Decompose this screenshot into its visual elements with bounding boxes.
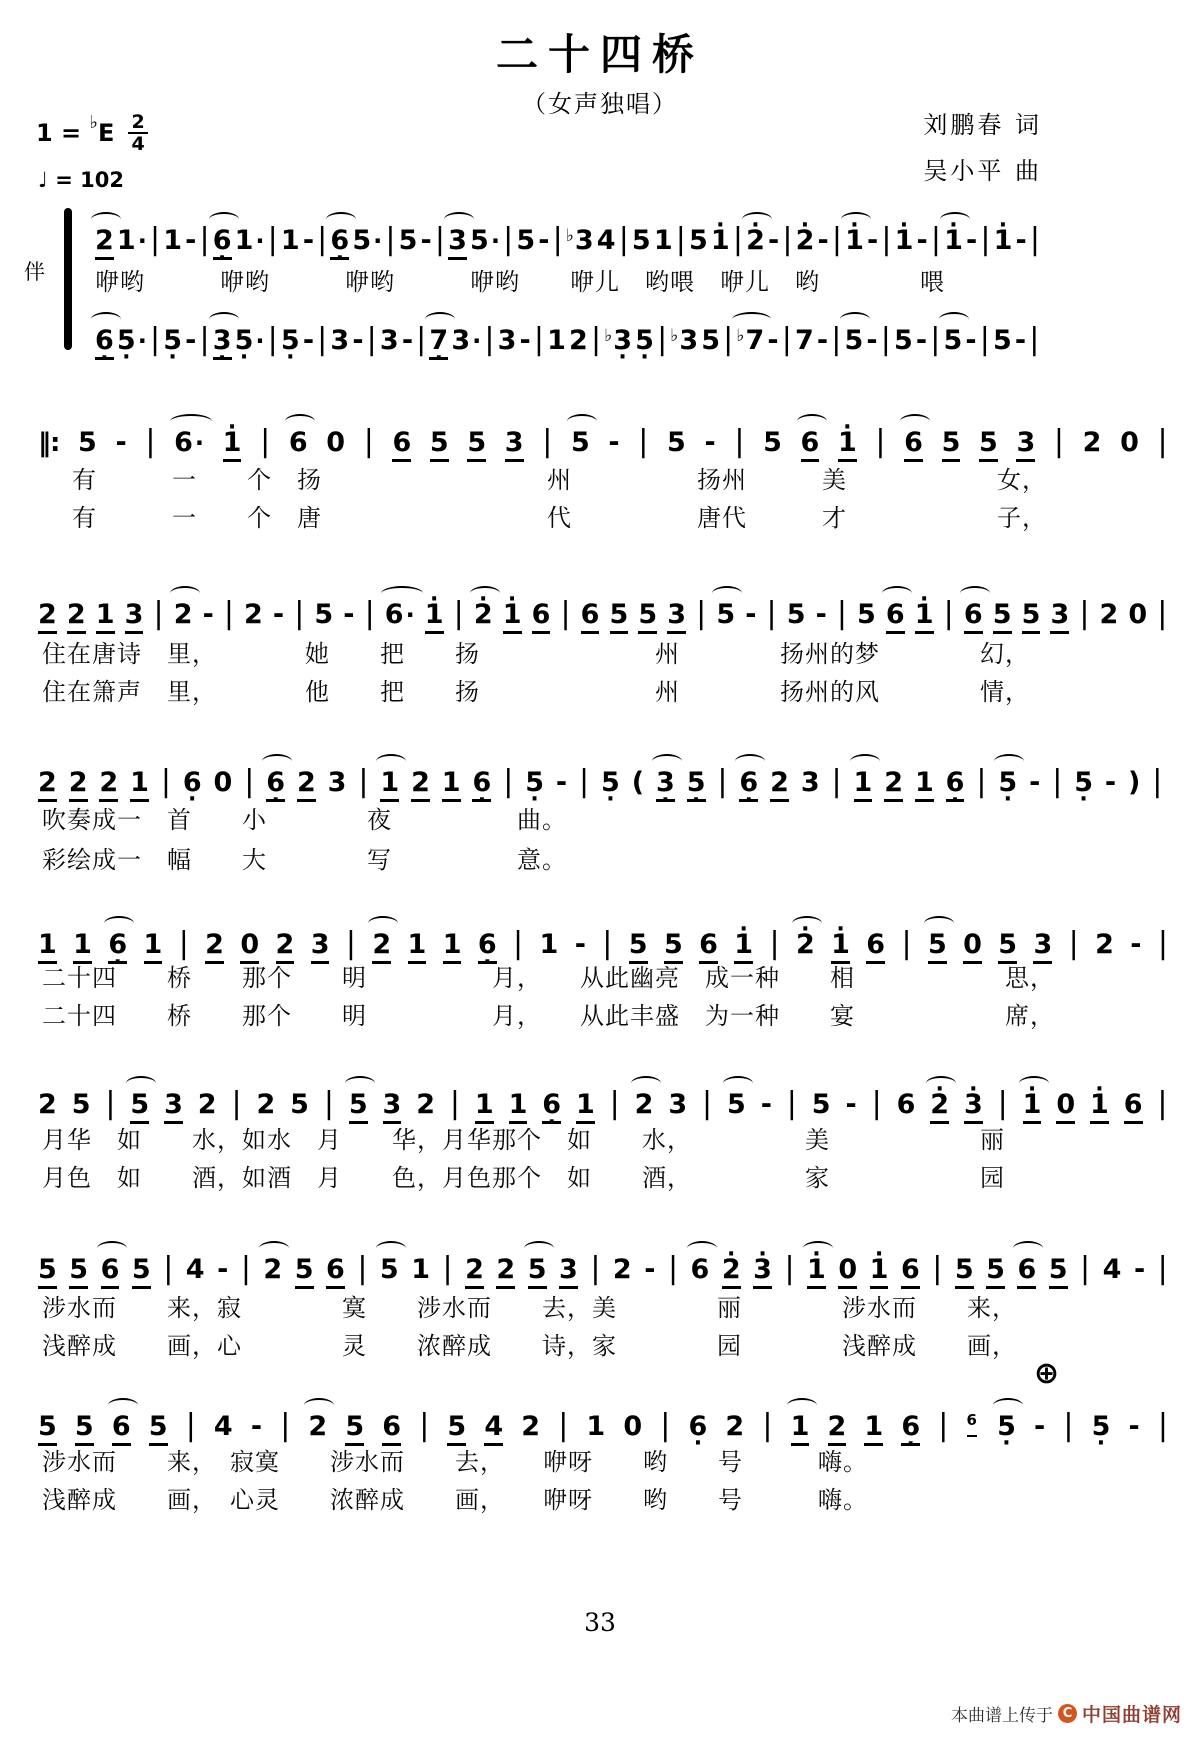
system5-notes: 1 1 6 · 1 | 2 0 2 3 | 2 1 1 6 · | 1 - | 5 5 6 · 1 | · 2 · 1 6 | 5 0 5 3 | 2 - | <box>38 910 1168 972</box>
system6-notes: 2 5 | 5 3 2 | 2 5 | 5 3 2 | 1 1 6 · 1 | 2 3 | 5 - | 5 - | 6 · 2 · 3 | · 1 0 · 1 6 | <box>38 1070 1168 1132</box>
system1-lower-notes: 6 · 5 ·· | 5 · - | 3 · 5 ·· | 5 · - | 3 - | 3 - | 7 · 3· | 3 - | 1 2 | ♭3 · 5 · | ♭3 5 | ♭7 - | 7 - | 5 - | 5 - | 5 - | 5 - | <box>95 306 1040 368</box>
system7-notes: 5 5 6 5 | 4 - | 2 5 6 | 5 1 | 2 2 5 3 | 2 - | 6 · 2 · 3 | · 1 0 · 1 6 | 5 5 6 5 | 4 - | <box>38 1235 1168 1297</box>
system2-lyric-verse2: 有 一 个 唐 代 唐代 才 子， <box>72 504 1047 532</box>
system5-lyric-verse1: 二十四 桥 那个 明 月， 从此幽亮 成一种 相 思， <box>42 964 1055 992</box>
system-brace <box>64 208 72 350</box>
system5-lyric-verse2: 二十四 桥 那个 明 月， 从此丰盛 为一种 宴 席， <box>42 1002 1055 1030</box>
system4-lyric-verse2: 彩绘成一 幅 大 写 意。 <box>42 846 567 874</box>
page-number: 33 <box>584 1608 616 1637</box>
system6-lyric-verse2: 月色 如 酒，如酒 月 色，月色那个 如 酒， 家 园 <box>42 1164 1005 1192</box>
credits <box>923 102 1042 194</box>
system3-lyric-verse2: 住在箫声 里， 他 把 扬 州 扬州的风 情， <box>42 678 1030 706</box>
system2-notes: ‖: 5 - | 6· · 1 | 6 0 | 6 5 5 3 | 5 - | 5 - | 5 6 · 1 | 6 5 5 3 | 2 0 | <box>38 408 1168 470</box>
watermark-text: 本曲谱上传于 <box>950 1706 1053 1726</box>
system8-notes: 5 5 6 5 | 4 - | 2 5 6 | 5 4 2 | 1 0 | 6 · 2 | 1 2 1 6 · | 6 5 · - | 5 · - | <box>38 1392 1168 1454</box>
flat-sign: ♭ <box>89 112 99 133</box>
system3-notes: 2 2 1 3 | 2 - | 2 - | 5 - | 6· · 1 | · 2 · 1 6 | 6 5 5 3 | 5 - | 5 - | 5 6 · 1 | 6 5 5 3 | 2 0 | <box>38 580 1168 642</box>
song-title: 二十四桥 <box>495 30 704 79</box>
coda-symbol: ⊕ <box>1034 1356 1060 1391</box>
system1-upper-notes: 2 1· | 1 - | 6 · 1· | 1 - | 6 · 5· | 5 - | 3 5· | 5 - | ♭3 4 | 5 1 | 5 · 1 | · 2 - | · 2 - | · 1 - | · 1 - | · 1 - | · 1 - | <box>95 206 1040 268</box>
composer-credit: 吴小平 曲 <box>923 157 1042 185</box>
qupuwang-logo-icon <box>1058 1704 1077 1723</box>
system6-lyric-verse1: 月华 如 水，如水 月 华，月华那个 如 水， 美 丽 <box>42 1126 1005 1154</box>
lyricist-credit: 刘鹏春 词 <box>923 111 1042 139</box>
watermark-site-name: 中国曲谱网 <box>1081 1704 1182 1726</box>
system8-lyric-verse2: 浅醉成 画， 心灵 浓醉成 画， 咿呀 哟 号 嗨。 <box>42 1486 868 1514</box>
watermark <box>951 1700 1182 1727</box>
system4-notes: 2 2 2 1 | 6 · 0 | 6 · 2 3 | 1 2 1 6 · | 5 · - | 5 · ( 3 · 5 · | 6 · 2 3 | 1 2 1 6 · | 5 · - | 5 · - ) | <box>38 748 1163 810</box>
system3-lyric-verse1: 住在唐诗 里， 她 把 扬 州 扬州的梦 幻， <box>42 640 1030 668</box>
system4-lyric-verse1: 吹奏成一 首 小 夜 曲。 <box>42 806 567 834</box>
accompaniment-label: 伴 <box>24 260 45 284</box>
time-signature: $\frac{2}{4}$ <box>128 112 147 154</box>
system1-vocable-lyrics: 咿哟 咿哟 咿哟 咿哟 咿儿 哟喂 咿儿 哟 喂 <box>95 268 945 296</box>
song-subtitle: （女声独唱） <box>522 90 678 118</box>
tempo-marking: ♩ = 102 <box>38 168 124 192</box>
system7-lyric-verse2: 浅醉成 画，心 灵 浓醉成 诗，家 园 浅醉成 画， <box>42 1332 1017 1360</box>
key-signature: 1 = ♭E $\frac{2}{4}$ <box>36 112 148 154</box>
system2-lyric-verse1: 有 一 个 扬 州 扬州 美 女， <box>72 466 1047 494</box>
system7-lyric-verse1: 涉水而 来，寂 寞 涉水而 去，美 丽 涉水而 来， <box>42 1294 1017 1322</box>
system8-lyric-verse1: 涉水而 来， 寂寞 涉水而 去， 咿呀 哟 号 嗨。 <box>42 1448 868 1476</box>
